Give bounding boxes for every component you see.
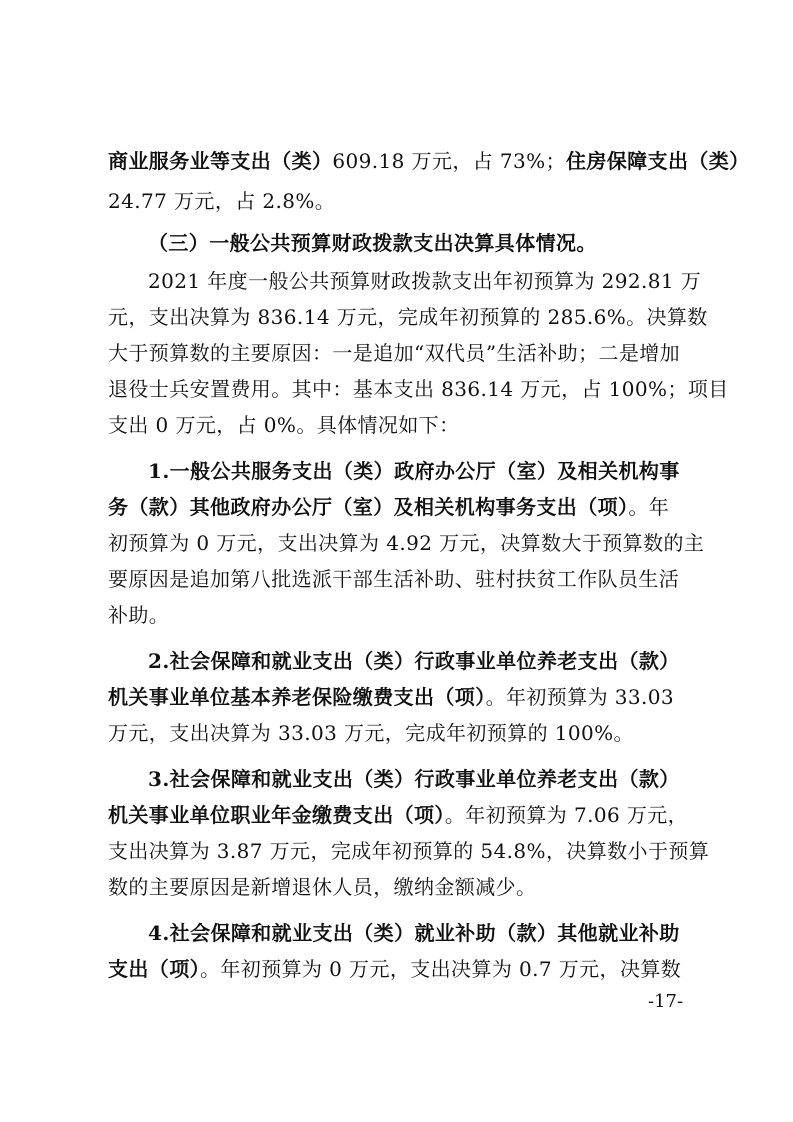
text-normal: 609.18 万元，占 73%； (332, 149, 566, 173)
item-heading (108, 954, 692, 984)
paragraph-line: 初预算为 0 万元，支出决算为 4.92 万元，决算数大于预算数的主 (108, 531, 705, 555)
text-line (108, 146, 750, 176)
text-normal: 。年初预算为 7.06 万元， (444, 803, 689, 827)
text-bold: 支出（项） (108, 957, 200, 981)
item-heading (108, 492, 692, 522)
text-line: 24.77 万元，占 2.8%。 (108, 189, 336, 213)
paragraph-line: 支出 0 万元，占 0%。具体情况如下： (108, 413, 460, 437)
item-heading: 2.社会保障和就业支出（类）行政事业单位养老支出（款） (148, 649, 680, 673)
text-bold: 住房保障支出（类） (565, 149, 750, 173)
paragraph-line: 大于预算数的主要原因：一是追加“双代员”生活补助；二是增加 (108, 341, 681, 365)
paragraph-line: 补助。 (108, 603, 170, 627)
text-bold: 机关事业单位基本养老保险缴费支出（项） (108, 685, 486, 709)
page-number: -17- (648, 991, 684, 1012)
text-normal: 。年初预算为 33.03 (485, 685, 675, 709)
paragraph-line: 要原因是追加第八批选派干部生活补助、驻村扶贫工作队员生活 (108, 567, 680, 591)
text-normal: 。年 (628, 495, 670, 519)
text-normal: 。年初预算为 0 万元，支出决算为 0.7 万元，决算数 (200, 957, 682, 981)
item-heading (108, 800, 692, 830)
section-heading: （三）一般公共预算财政拨款支出决算具体情况。 (148, 231, 597, 255)
paragraph-line: 支出决算为 3.87 万元，完成年初预算的 54.8%，决算数小于预算 (108, 839, 710, 863)
paragraph-line: 2021 年度一般公共预算财政拨款支出年初预算为 292.81 万 (148, 269, 702, 293)
item-heading (108, 682, 692, 712)
paragraph-line: 元，支出决算为 836.14 万元，完成年初预算的 285.6%。决算数 (108, 305, 708, 329)
paragraph-line: 万元，支出决算为 33.03 万元，完成年初预算的 100%。 (108, 721, 634, 745)
text-bold: 机关事业单位职业年金缴费支出（项） (108, 803, 445, 827)
item-heading: 3.社会保障和就业支出（类）行政事业单位养老支出（款） (148, 767, 680, 791)
item-heading: 4.社会保障和就业支出（类）就业补助（款）其他就业补助 (148, 921, 680, 945)
text-bold: 商业服务业等支出（类） (108, 149, 333, 173)
paragraph-line: 退役士兵安置费用。其中：基本支出 836.14 万元，占 100%；项目 (108, 377, 729, 401)
item-heading: 1.一般公共服务支出（类）政府办公厅（室）及相关机构事 (148, 459, 680, 483)
paragraph-line: 数的主要原因是新增退休人员，缴纳金额减少。 (108, 875, 537, 899)
text-bold: 务（款）其他政府办公厅（室）及相关机构事务支出（项） (108, 495, 629, 519)
